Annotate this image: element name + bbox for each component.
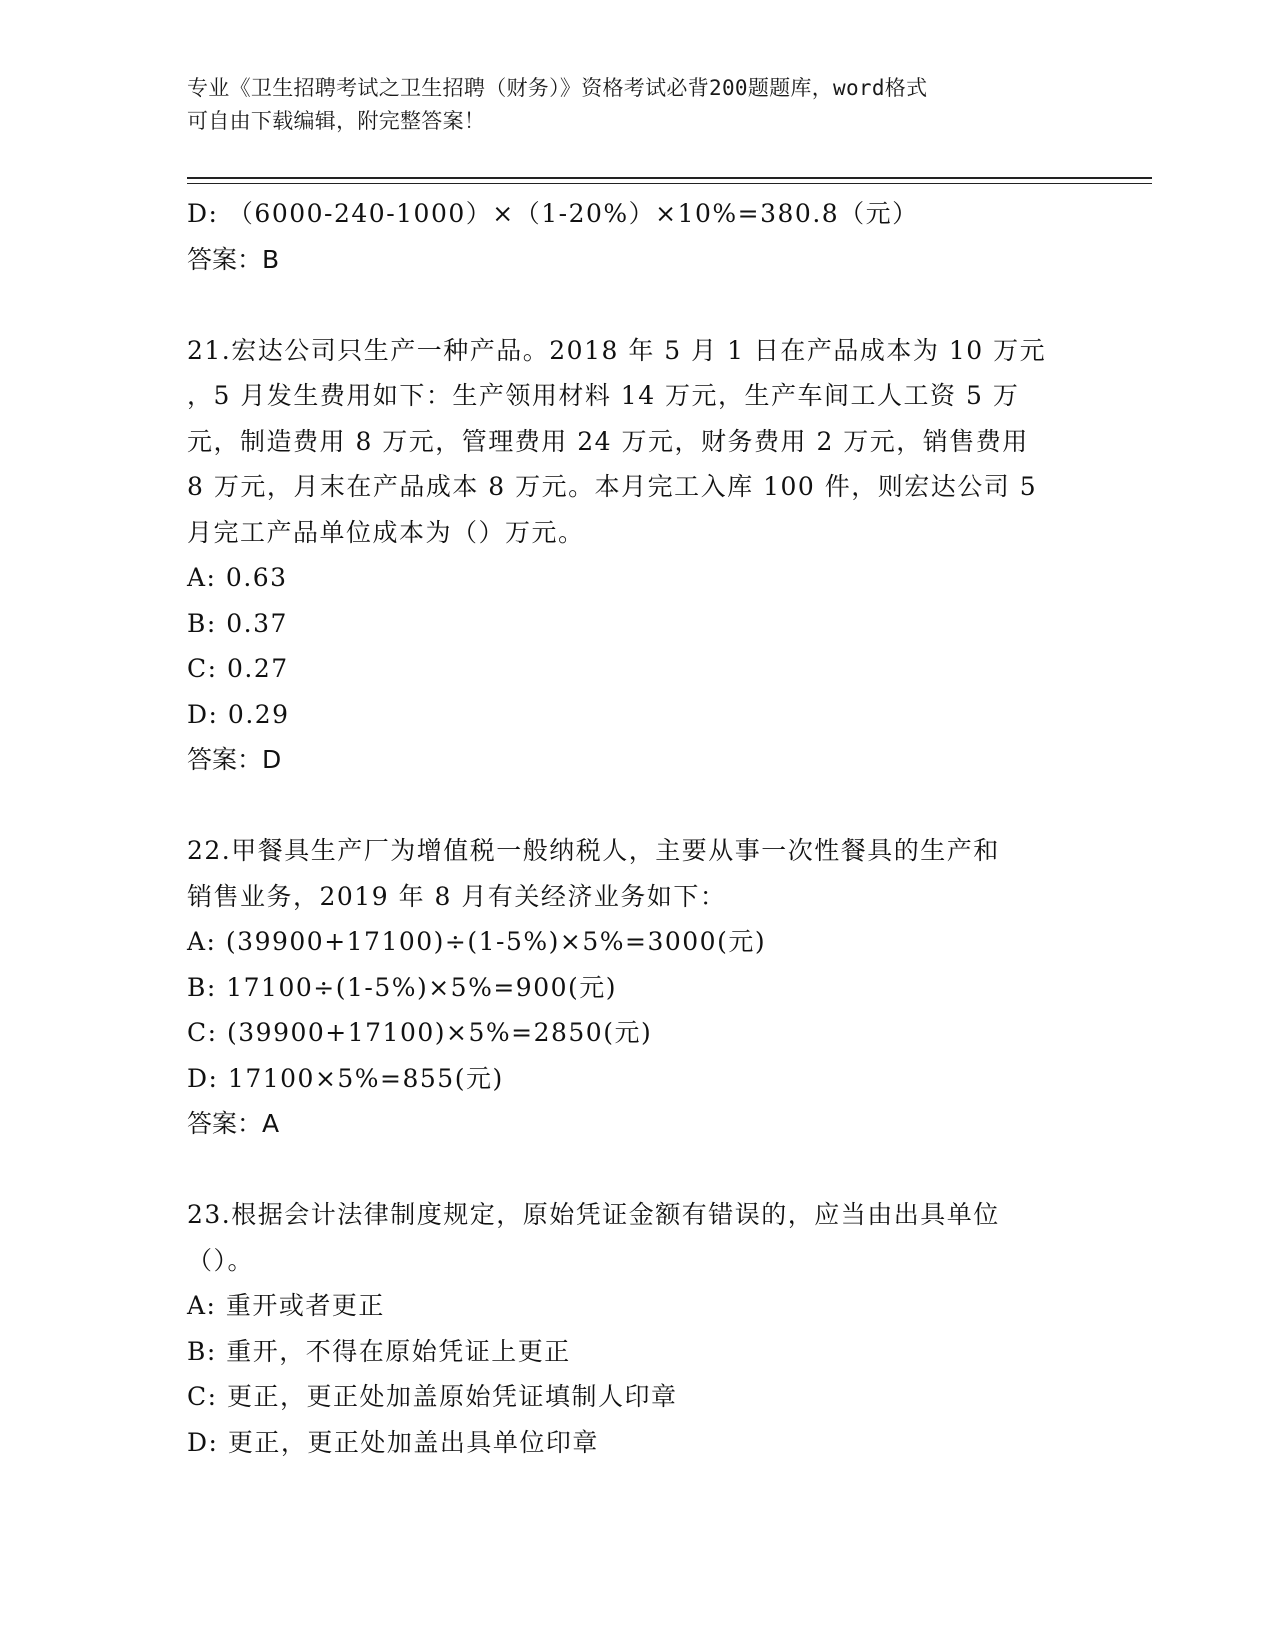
question-stem-line: 月完工产品单位成本为（）万元。: [187, 517, 585, 547]
header-line-1: 专业《卫生招聘考试之卫生招聘（财务）》资格考试必背200题题库，word格式: [187, 76, 928, 100]
question-stem-line: 销售业务，2019 年 8 月有关经济业务如下：: [187, 881, 727, 911]
answer-line: 答案：A: [187, 1109, 280, 1138]
header-rule-thin: [187, 183, 1152, 184]
answer-line: 答案：D: [187, 745, 282, 774]
question-stem-line: 22.甲餐具生产厂为增值税一般纳税人，主要从事一次性餐具的生产和: [187, 836, 1000, 865]
question-21: [187, 328, 1087, 783]
answer-line: 答案：B: [187, 244, 280, 274]
question-stem-line: 21.宏达公司只生产一种产品。2018 年 5 月 1 日在产品成本为 10 万元: [187, 335, 1047, 365]
question-stem-line: 8 万元，月末在产品成本 8 万元。本月完工入库 100 件，则宏达公司 5: [187, 472, 1038, 501]
option-d: D: 17100×5%=855(元): [187, 1063, 504, 1093]
option-a: A: 重开或者更正: [187, 1291, 385, 1320]
spacer: [187, 783, 1087, 829]
question-stem-line: 元，制造费用 8 万元，管理费用 24 万元，财务费用 2 万元，销售费用: [187, 426, 1029, 456]
spacer: [187, 282, 1087, 328]
header-rule-thick: [187, 177, 1152, 179]
question-stem-line: 23.根据会计法律制度规定，原始凭证金额有错误的，应当由出具单位: [187, 1200, 1000, 1229]
question-23: [187, 1192, 1087, 1465]
question-22: [187, 828, 1087, 1147]
option-d: D: （6000-240-1000）×（1-20%）×10%=380.8（元）: [187, 199, 919, 228]
option-a: A: 0.63: [187, 563, 288, 592]
option-d: D: 0.29: [187, 699, 290, 729]
option-d: D: 更正，更正处加盖出具单位印章: [187, 1427, 599, 1457]
question-content: [187, 191, 1087, 1465]
option-b: B: 重开，不得在原始凭证上更正: [187, 1336, 571, 1366]
option-c: C: 更正，更正处加盖原始凭证填制人印章: [187, 1382, 678, 1411]
option-c: C: 0.27: [187, 654, 289, 683]
spacer: [187, 1147, 1087, 1193]
question-stem-line: ，5 月发生费用如下：生产领用材料 14 万元，生产车间工人工资 5 万: [187, 381, 1020, 410]
question-stem-line: （）。: [187, 1245, 255, 1275]
option-a: A: (39900+17100)÷(1-5%)×5%=3000(元): [187, 927, 767, 956]
document-header: [187, 72, 1087, 138]
header-line-2: 可自由下载编辑，附完整答案！: [187, 109, 486, 133]
option-c: C: (39900+17100)×5%=2850(元): [187, 1018, 653, 1047]
option-b: B: 0.37: [187, 608, 288, 638]
option-b: B: 17100÷(1-5%)×5%=900(元): [187, 972, 618, 1002]
